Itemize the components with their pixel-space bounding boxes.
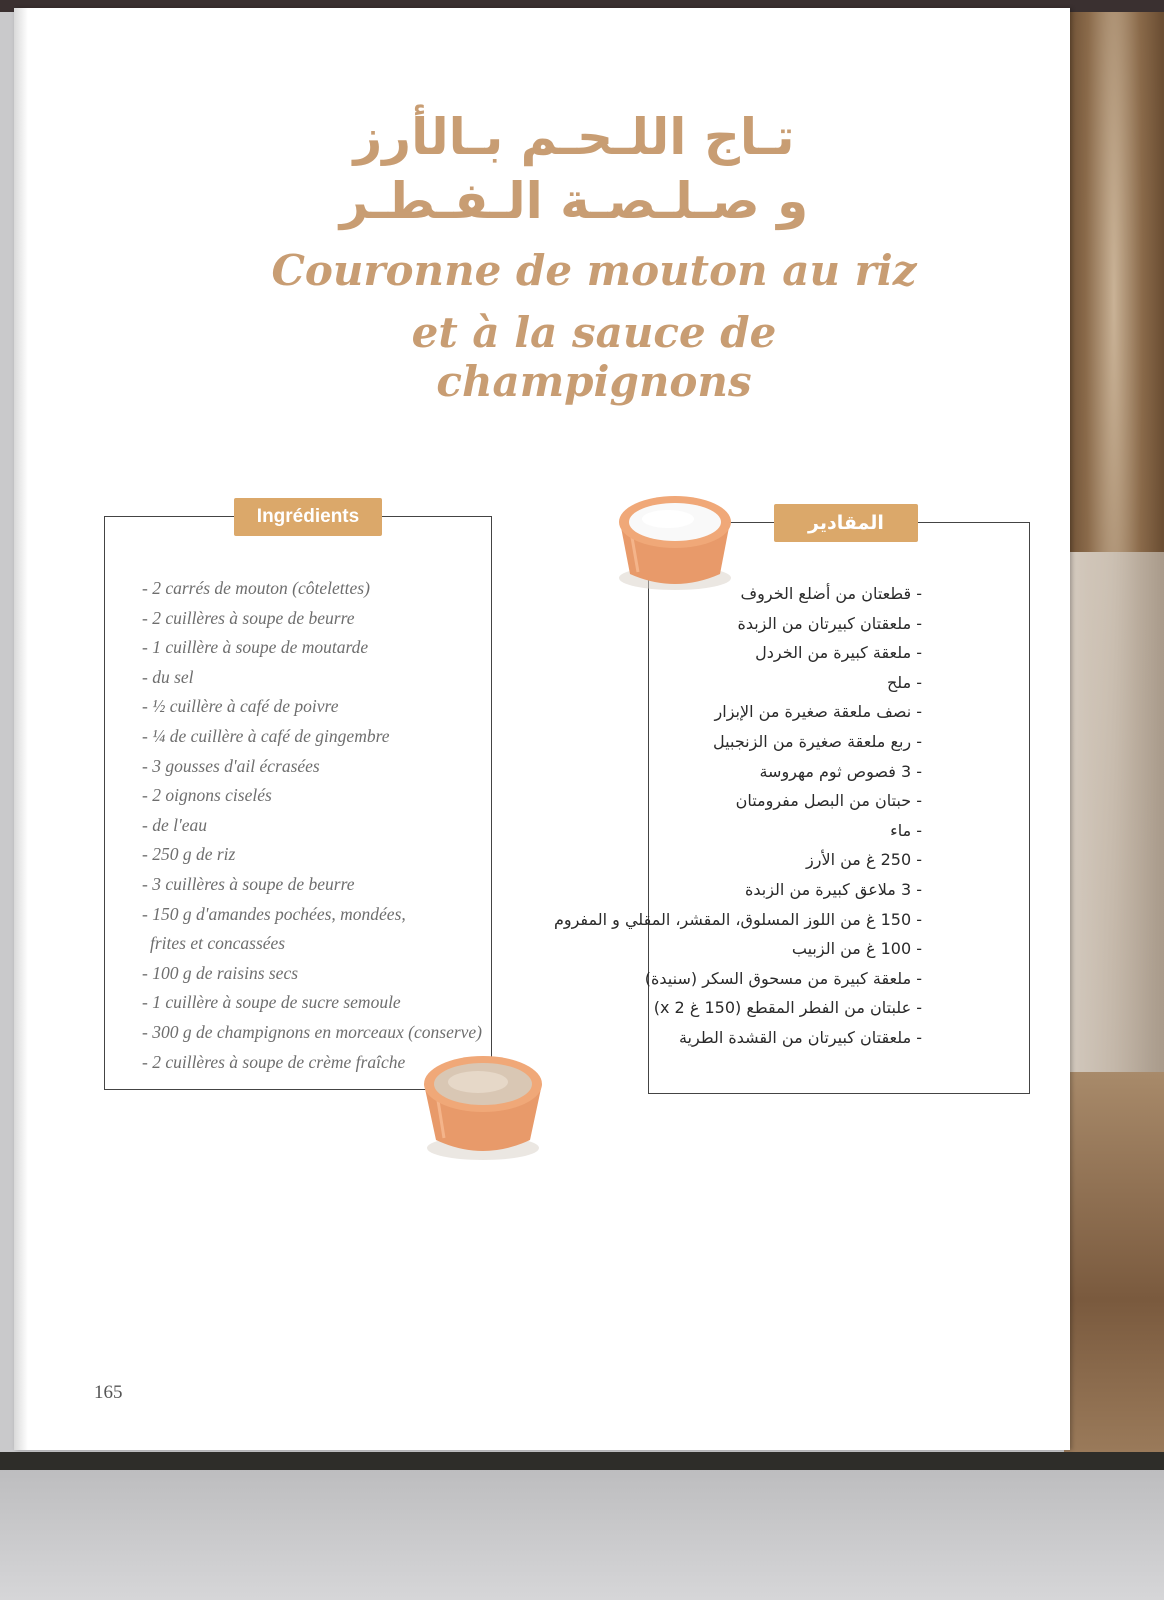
list-item: - قطعتان من أضلع الخروف [740, 584, 922, 603]
page-number: 165 [94, 1382, 123, 1403]
list-item: - 250 g de riz [142, 844, 236, 865]
ingredients-fr-list [142, 574, 482, 1077]
french-title-line1: Couronne de mouton au riz [271, 246, 917, 295]
list-item: - 2 cuillères à soupe de beurre [142, 607, 355, 628]
cream-bowl-image [608, 486, 742, 594]
list-item: - 3 gousses d'ail écrasées [142, 755, 320, 776]
list-item: - 3 cuillères à soupe de beurre [142, 873, 355, 894]
sugar-bowl-image [412, 1044, 554, 1162]
list-item: - 2 oignons ciselés [142, 785, 272, 806]
list-item: - du sel [142, 666, 194, 687]
list-item: - ملعقة كبيرة من الخردل [755, 643, 922, 663]
list-item: - ملعقة كبيرة من مسحوق السكر (سنيدة) [644, 968, 922, 988]
list-item: - ½ cuillère à café de poivre [142, 696, 339, 717]
list-item: - 100 غ من الزبيب [791, 939, 922, 959]
list-item: - ملعقتان كبيرتان من القشدة الطرية [678, 1027, 922, 1047]
list-item: - 150 g d'amandes pochées, mondées, [142, 903, 406, 924]
list-item: - ملح [886, 672, 922, 692]
list-item: - ربع ملعقة صغيرة من الزنجبيل [713, 731, 922, 751]
list-item: - de l'eau [142, 814, 207, 835]
book-edge-strip [0, 1452, 1164, 1470]
list-item: - 300 g de champignons en morceaux (conserve) [142, 1021, 483, 1042]
page-spine-shadow [14, 8, 28, 1450]
list-item: - ¼ de cuillère à café de gingembre [142, 725, 390, 746]
french-title-line2: et à la sauce de champignons [411, 308, 777, 406]
list-item: frites et concassées [150, 933, 286, 954]
list-item: - نصف ملعقة صغيرة من الإبزار [714, 702, 922, 722]
list-item: - 250 غ من الأرز [806, 850, 922, 870]
list-item: - ملعقتان كبيرتان من الزبدة [737, 613, 922, 633]
ingredients-ar-list [554, 579, 922, 1053]
ingredients-ar-label: المقادير [774, 504, 918, 542]
list-item: - 2 carrés de mouton (côtelettes) [142, 578, 370, 598]
list-item: - 1 cuillère à soupe de sucre semoule [142, 992, 401, 1013]
book-page [14, 8, 1070, 1450]
list-item: - 3 فصوص ثوم مهروسة [759, 761, 922, 781]
list-item: - علبتان من الفطر المقطع (150 غ x 2) [653, 998, 922, 1018]
list-item: - 150 غ من اللوز المسلوق، المقشر، المقلي و المفروم [553, 909, 922, 929]
scan-background [0, 1470, 1164, 1600]
list-item: - 2 cuillères à soupe de crème fraîche [142, 1051, 406, 1072]
list-item: - 3 ملاعق كبيرة من الزبدة [744, 879, 922, 899]
ingredients-fr-label: Ingrédients [234, 498, 382, 536]
list-item: - حبتان من البصل مفرومتان [735, 791, 922, 811]
list-item: - 100 g de raisins secs [142, 962, 299, 983]
facing-page-photo [1064, 12, 1164, 1452]
list-item: - ماء [890, 820, 922, 840]
arabic-title-line2: و صـلـصـة الـفـطـر [339, 172, 809, 230]
arabic-title-line1: تـاج اللـحـم بـالأرز [353, 108, 795, 166]
list-item: - 1 cuillère à soupe de moutarde [142, 637, 369, 658]
